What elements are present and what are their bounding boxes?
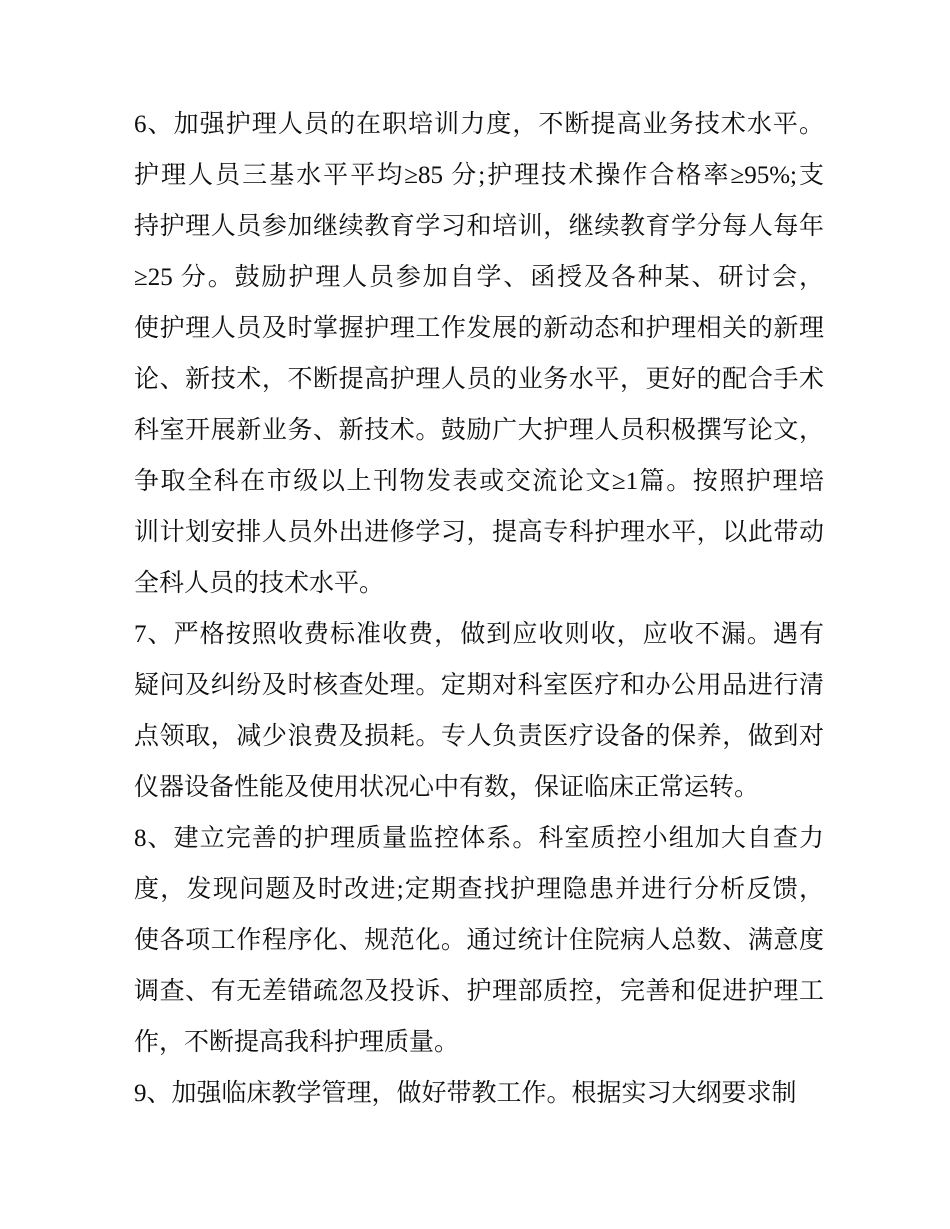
paragraph-6 — [134, 99, 824, 609]
text-line: 8、建立完善的护理质量监控体系。科室质控小组加大自查力 — [134, 825, 824, 852]
text-line: 持护理人员参加继续教育学习和培训，继续教育学分每人每年 — [134, 213, 824, 240]
text-line: 科室开展新业务、新技术。鼓励广大护理人员积极撰写论文， — [134, 417, 824, 444]
text-line: 9、加强临床教学管理，做好带教工作。根据实习大纲要求制 — [134, 1080, 797, 1107]
text-line: ≥25 分。鼓励护理人员参加自学、函授及各种某、研讨会， — [134, 264, 824, 291]
paragraph-8 — [134, 813, 824, 1068]
text-line: 作，不断提高我科护理质量。 — [134, 1029, 460, 1056]
text-line: 使护理人员及时掌握护理工作发展的新动态和护理相关的新理 — [134, 315, 824, 342]
paragraph-7 — [134, 609, 824, 813]
text-line: 调查、有无差错疏忽及投诉、护理部质控，完善和促进护理工 — [134, 978, 824, 1005]
text-line: 6、加强护理人员的在职培训力度，不断提高业务技术水平。 — [134, 111, 824, 138]
text-line: 仪器设备性能及使用状况心中有数，保证临床正常运转。 — [134, 774, 760, 801]
text-line: 护理人员三基水平平均≥85 分;护理技术操作合格率≥95%;支 — [134, 162, 824, 189]
text-line: 7、严格按照收费标准收费，做到应收则收，应收不漏。遇有 — [134, 621, 824, 648]
text-line: 度，发现问题及时改进;定期查找护理隐患并进行分析反馈， — [134, 876, 824, 903]
document-text-block — [134, 99, 824, 1119]
text-line: 全科人员的技术水平。 — [134, 570, 385, 597]
text-line: 训计划安排人员外出进修学习，提高专科护理水平，以此带动 — [134, 519, 824, 546]
text-line: 点领取，减少浪费及损耗。专人负责医疗设备的保养，做到对 — [134, 723, 824, 750]
paragraph-9 — [134, 1068, 824, 1119]
text-line: 疑问及纠纷及时核查处理。定期对科室医疗和办公用品进行清 — [134, 672, 824, 699]
text-line: 使各项工作程序化、规范化。通过统计住院病人总数、满意度 — [134, 927, 824, 954]
text-line: 争取全科在市级以上刊物发表或交流论文≥1篇。按照护理培 — [134, 468, 824, 495]
text-line: 论、新技术，不断提高护理人员的业务水平，更好的配合手术 — [134, 366, 824, 393]
